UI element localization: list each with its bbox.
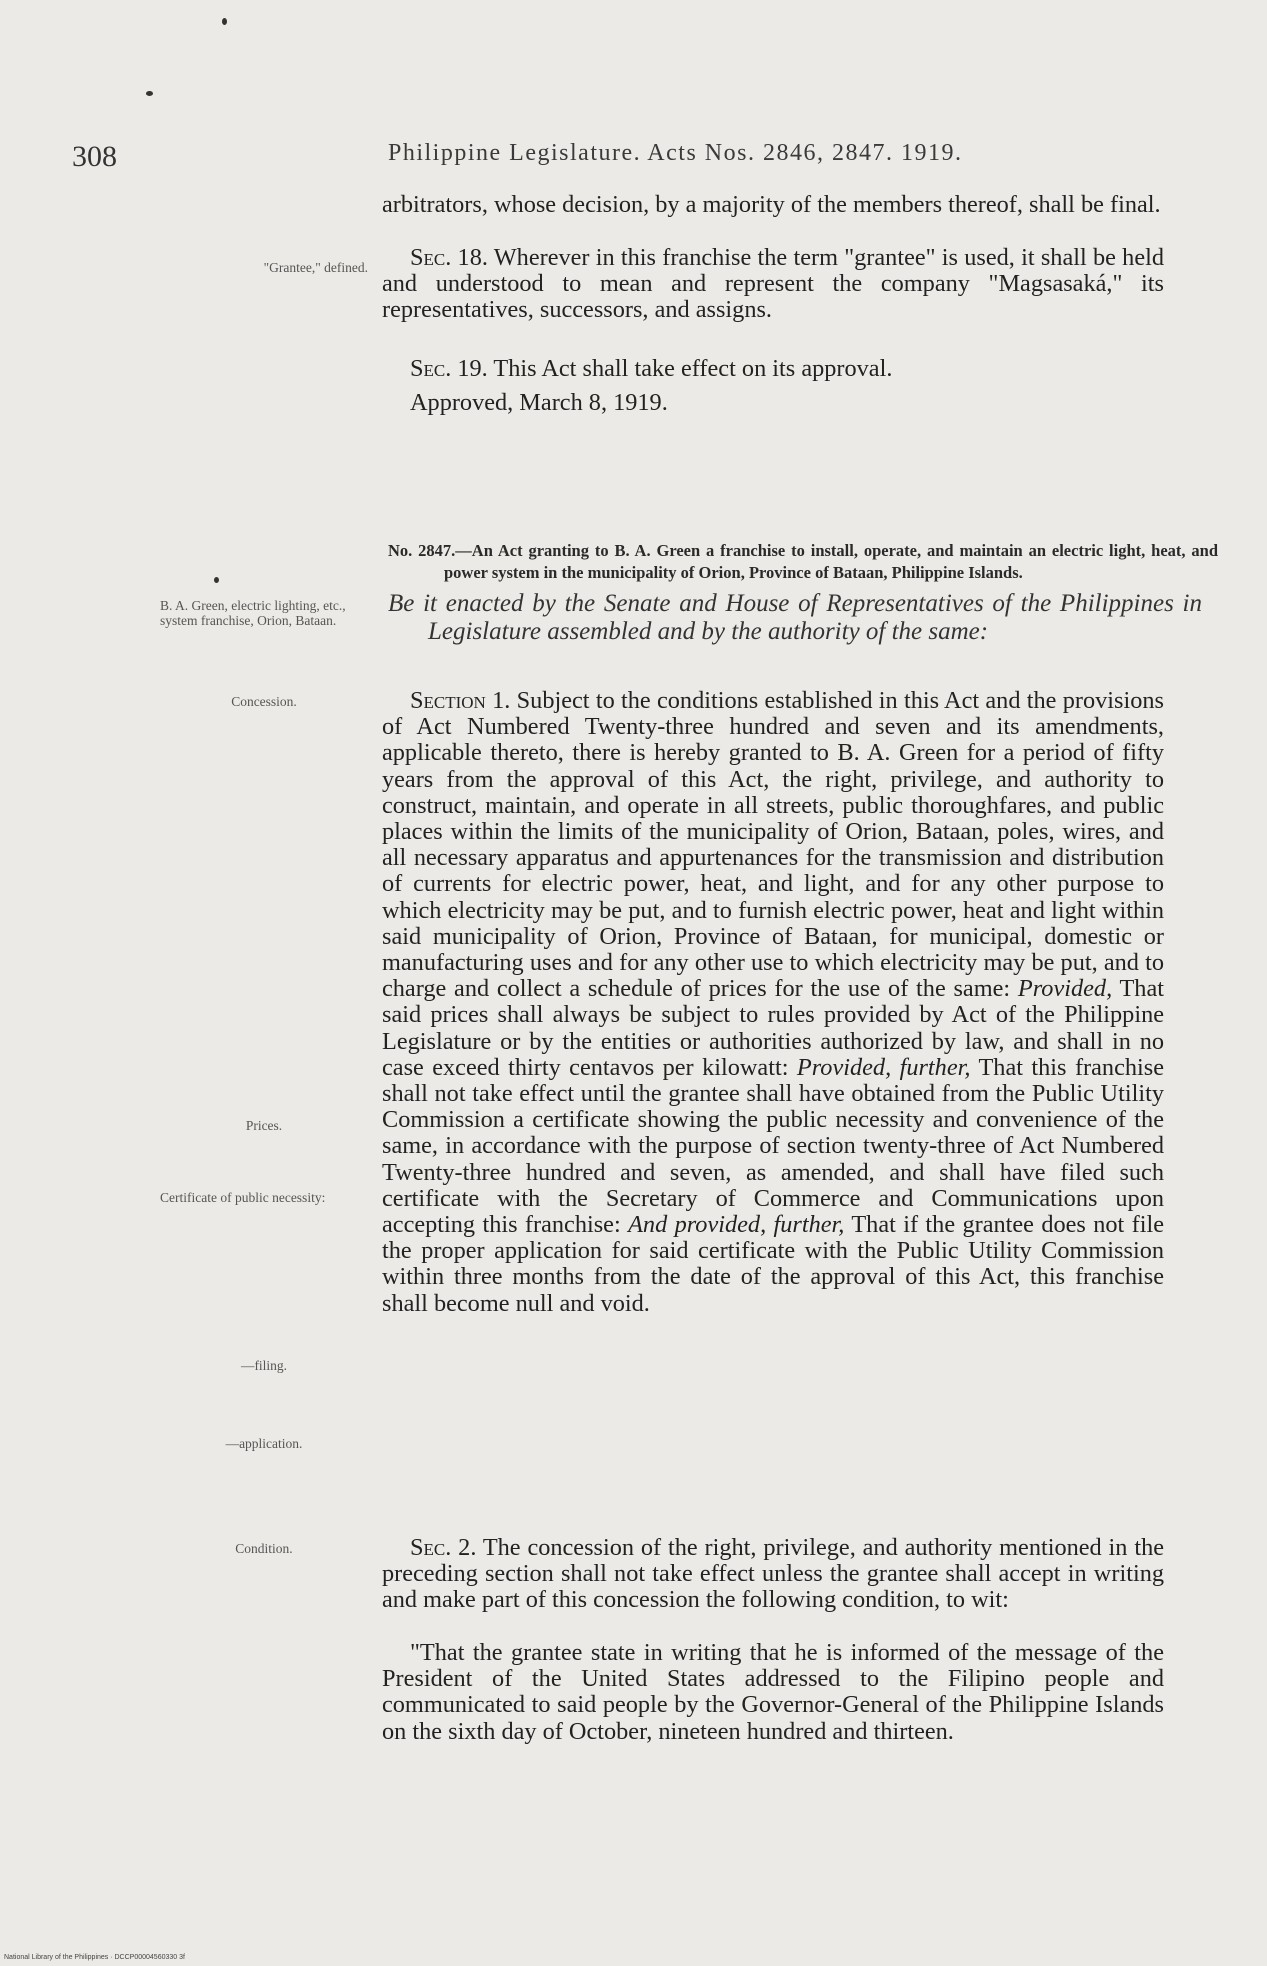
section-18-text: Wherever in this franchise the term "grantee" is used, it shall be held and understood to mean and represent the company "Magsasaká," its representatives, successors, and assigns. bbox=[382, 244, 1164, 324]
section-2-label: Sec. 2. bbox=[410, 1534, 477, 1561]
approval-line: Approved, March 8, 1919. bbox=[410, 389, 668, 416]
section-19-label: Sec. 19. bbox=[410, 355, 488, 382]
margin-note-condition: Condition. bbox=[235, 1541, 293, 1556]
margin-note-grantee-defined: "Grantee," defined. bbox=[263, 260, 368, 275]
and-provided-further: And provided, further, bbox=[628, 1211, 845, 1239]
provided-1: Provided, bbox=[1017, 975, 1113, 1003]
scan-speck bbox=[222, 18, 227, 25]
scan-speck bbox=[214, 577, 219, 583]
section-1-part-d: That if the grantee does not file the proper application for said certificate with the Public Utility Commission within three months from the date of the approval of this Act, this franchise shall become null and void. bbox=[382, 1211, 1165, 1317]
section-18 bbox=[382, 245, 1164, 324]
margin-note-application: —application. bbox=[225, 1436, 303, 1451]
section-1-part-a: Subject to the conditions established in this Act and the provisions of Act Numbered Twenty-three hundred and seven and its amendments, applicable thereto, there is hereby granted to B. A. Green for a period of fifty years from the approval of this Act, the right, privilege, and authority to construct, maintain, and operate in all streets, public thoroughfares, and public places within the limits of the municipality of Orion, Bataan, poles, wires, and all necessary apparatus and appurtenances for the transmission and distribution of currents for electric power, heat, and light, and for any other purpose to which electricity may be put, and to furnish electric power, heat and light within said municipality of Orion, Province of Bataan, for municipal, domestic or manufacturing uses and for any other use to which electricity may be put, and to charge and collect a schedule of prices for the use of the same: bbox=[382, 687, 1164, 1003]
margin-note-filing: —filing. bbox=[240, 1358, 288, 1373]
margin-note-green-franchise: B. A. Green, electric lighting, etc., system franchise, Orion, Bataan. bbox=[160, 598, 346, 628]
running-head: Philippine Legislature. Acts Nos. 2846, 2847. 1919. bbox=[388, 140, 963, 166]
section-1-part-b: That said prices shall always be subject to rules provided by Act of the Philippine Legislature or by the entities or authorities authorized by law, and shall in no case exceed thirty centavos per kilowatt: bbox=[382, 975, 1164, 1081]
section-2 bbox=[382, 1535, 1164, 1614]
margin-note-prices: Prices. bbox=[245, 1118, 283, 1133]
scan-speck bbox=[146, 91, 153, 96]
act-2847-title: No. 2847.—An Act granting to B. A. Green a franchise to install, operate, and maintain an electric light, heat, and power system in the municipality of Orion, Province of Bataan, Philippine Islands. bbox=[388, 541, 1218, 582]
section-19-text: This Act shall take effect on its approval. bbox=[493, 355, 893, 382]
arbitrators-paragraph: arbitrators, whose decision, by a majority of the members thereof, shall be final. bbox=[382, 191, 1161, 218]
section-19 bbox=[382, 356, 1164, 382]
margin-note-concession: Concession. bbox=[231, 694, 297, 709]
section-18-label: Sec. 18. bbox=[410, 244, 488, 271]
scan-credit: National Library of the Philippines · DCCP00004560330 3f bbox=[4, 1954, 185, 1961]
section-1 bbox=[382, 688, 1164, 1317]
margin-note-certificate: Certificate of public necessity: bbox=[160, 1190, 326, 1205]
condition-quote: "That the grantee state in writing that he is informed of the message of the President of the United States addressed to the Filipino people and communicated to said people by the Governor-General of the Philippine Islands on the sixth day of October, nineteen hundred and thirteen. bbox=[382, 1639, 1164, 1745]
section-1-part-c: That this franchise shall not take effect until the grantee shall have obtained from the Public Utility Commission a certificate showing the public necessity and convenience of the same, in accordance with the purpose of section twenty-three of Act Numbered Twenty-three hundred and seven, as amended, and shall have filed such certificate with the Secretary of Commerce and Communications upon accepting this franchise: bbox=[382, 1053, 1164, 1239]
section-2-text: The concession of the right, privilege, and authority mentioned in the preceding section shall not take effect unless the grantee shall accept in writing and make part of this concession the following condition, to wit: bbox=[382, 1534, 1164, 1614]
section-1-label: Section 1. bbox=[410, 687, 511, 714]
page-number: 308 bbox=[72, 140, 117, 173]
enacting-clause: Be it enacted by the Senate and House of Representatives of the Philippines in Legislature assembled and by the authority of the same: bbox=[388, 590, 1202, 645]
provided-further: Provided, further, bbox=[796, 1053, 971, 1081]
